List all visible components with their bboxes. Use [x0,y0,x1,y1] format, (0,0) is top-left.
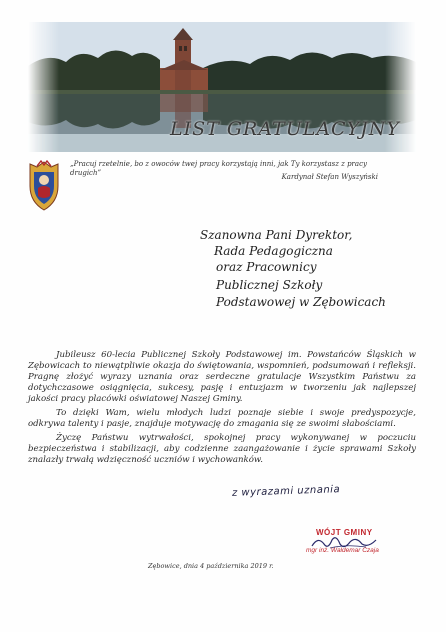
body-paragraph: Jubileusz 60-lecia Publicznej Szkoły Podstawowej im. Powstańców Śląskich w Zębowicach to niewątpliwie okazja do świętowania, wspomnień, podsumowań i refleksji. Pragnę złożyć wyrazy uznania oraz serdeczne gratulacje Wszystkim Państwu za dotychczasowe osiągnięcia, sukcesy, pasję i entuzjazm w tworzeniu jak najlepszej jakości pracy placówki oświatowej Naszej Gminy. [28,350,416,404]
letter-body [28,350,416,469]
recipient-line: Podstawowej w Zębowicach [216,295,386,309]
recipient-line: oraz Pracownicy [216,260,317,274]
body-paragraph: Życzę Państwu wytrwałości, spokojnej pracy wykonywanej w poczuciu bezpieczeństwa i stabilizacji, aby codzienne zaangażowanie i życie sprawami Szkoły znalazły trwałą wdzięczność uczniów i wychowanków. [28,433,416,465]
motto-quote: „Pracuj rzetelnie, bo z owoców twej pracy korzystają inni, jak Ty korzystasz z pracy drugich” [70,160,367,177]
stamp-name: mgr inż. Waldemar Czaja [306,547,379,554]
body-paragraph: To dzięki Wam, wielu młodych ludzi poznaje siebie i swoje predyspozycje, odkrywa talenty i pasje, znajduje motywację do zmagania się ze swoimi słabościami. [28,408,416,429]
motto-author: Kardynał Stefan Wyszyński [281,173,378,181]
recipient-line: Publicznej Szkoły [216,278,323,292]
letter-title: LIST GRATULACYJNY [170,118,400,140]
municipal-crest-icon [24,160,64,212]
recipient-line: Szanowna Pani Dyrektor, [200,228,353,242]
place-date: Zębowice, dnia 4 października 2019 r. [148,562,274,570]
recipient-line: Rada Pedagogiczna [214,244,333,258]
handwritten-closing: z wyrazami uznania [231,484,341,499]
stamp-title: WÓJT GMINY [316,528,373,537]
